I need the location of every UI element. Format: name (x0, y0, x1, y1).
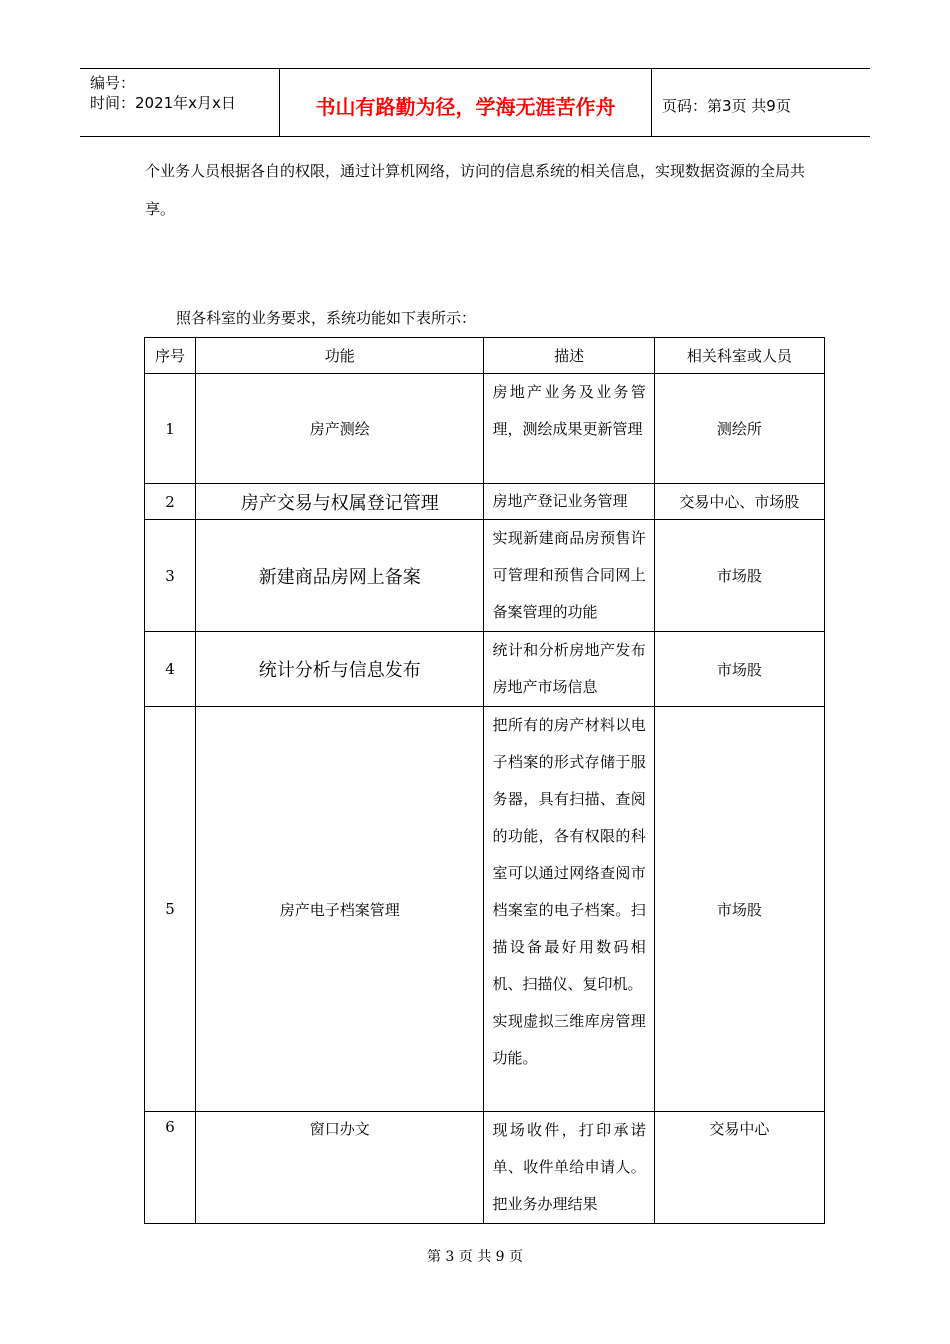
number-label: 编号： (90, 74, 136, 92)
table-row (145, 374, 825, 484)
table-header-row (145, 338, 825, 374)
row-function: 新建商品房网上备案 (196, 520, 484, 632)
table-row (145, 520, 825, 632)
header-cell-department: 相关科室或人员 (654, 338, 824, 374)
time-label: 时间：2021年x月x日 (90, 94, 236, 112)
row-description-extra: 实现虚拟三维库房管理功能。 (492, 1012, 646, 1067)
header-cell-description: 描述 (484, 338, 654, 374)
header-motto: 书山有路勤为径，学海无涯苦作舟 (280, 69, 652, 136)
table-intro: 照各科室的业务要求，系统功能如下表所示： (176, 309, 477, 327)
row-description: 实现新建商品房预售许可管理和预售合同网上备案管理的功能 (484, 520, 654, 632)
row-number: 2 (145, 484, 196, 520)
row-department: 交易中心、市场股 (654, 484, 824, 520)
row-department: 市场股 (654, 707, 824, 1112)
row-description-main: 把所有的房产材料以电子档案的形式存储于服务器，具有扫描、查阅的功能，各有权限的科室可以通过网络查阅市档案室的电子档案。扫描设备最好用数码相机、扫描仪、复印机。 (492, 716, 646, 993)
body-paragraph: 个业务人员根据各自的权限，通过计算机网络，访问的信息系统的相关信息，实现数据资源的全局共享。 (145, 162, 806, 218)
header-page-info: 页码：第3页 共9页 (662, 97, 791, 115)
row-department: 交易中心 (654, 1112, 824, 1224)
table-row (145, 707, 825, 1112)
table-row (145, 484, 825, 520)
header-cell-function: 功能 (196, 338, 484, 374)
row-number: 3 (145, 520, 196, 632)
row-function: 房产电子档案管理 (196, 707, 484, 1112)
row-description (484, 707, 654, 1112)
table-row (145, 632, 825, 707)
row-description: 统计和分析房地产发布房地产市场信息 (484, 632, 654, 707)
header-cell-number: 序号 (145, 338, 196, 374)
row-function: 窗口办文 (196, 1112, 484, 1224)
row-description: 房地产业务及业务管理，测绘成果更新管理 (484, 374, 654, 484)
page-header (80, 68, 870, 137)
row-function: 房产测绘 (196, 374, 484, 484)
row-function: 房产交易与权属登记管理 (196, 484, 484, 520)
row-description: 现场收件，打印承诺单、收件单给申请人。把业务办理结果 (484, 1112, 654, 1224)
row-department: 市场股 (654, 632, 824, 707)
table-row (145, 1112, 825, 1224)
header-left (80, 69, 280, 136)
page-footer: 第 3 页 共 9 页 (426, 1249, 524, 1265)
function-table (144, 337, 825, 1224)
row-department: 测绘所 (654, 374, 824, 484)
row-number: 1 (145, 374, 196, 484)
row-number: 4 (145, 632, 196, 707)
row-department: 市场股 (654, 520, 824, 632)
row-description: 房地产登记业务管理 (484, 484, 654, 520)
row-number: 5 (145, 707, 196, 1112)
row-function: 统计分析与信息发布 (196, 632, 484, 707)
row-number: 6 (145, 1112, 196, 1224)
